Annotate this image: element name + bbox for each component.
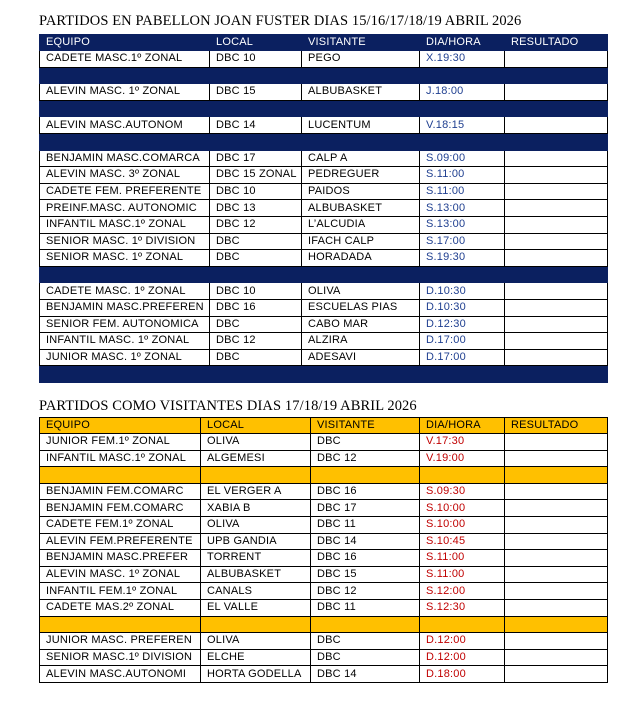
separator-cell	[210, 67, 302, 84]
cell-date-time: D.12:00	[420, 649, 505, 666]
separator-cell	[210, 133, 302, 150]
cell-date-time: S.13:00	[420, 216, 505, 233]
column-header-visitor: VISITANTE	[302, 35, 420, 51]
cell-team: BENJAMIN MASC.PREFEREN	[40, 299, 210, 316]
cell-date-time: S.10:00	[420, 500, 505, 517]
cell-local: TORRENT	[201, 550, 311, 567]
cell-date-time: D.17:00	[420, 349, 505, 366]
separator-cell	[302, 100, 420, 117]
table-row	[40, 516, 608, 533]
table-row	[40, 583, 608, 600]
separator-cell	[505, 67, 608, 84]
separator-row	[40, 616, 608, 633]
cell-visitor: LUCENTUM	[302, 117, 420, 134]
cell-result	[505, 450, 608, 467]
cell-date-time: D.10:30	[420, 299, 505, 316]
separator-cell	[302, 67, 420, 84]
cell-date-time: S.17:00	[420, 233, 505, 250]
cell-visitor: PEGO	[302, 51, 420, 68]
separator-cell	[420, 100, 505, 117]
separator-cell	[40, 100, 210, 117]
table-row	[40, 250, 608, 267]
table-row	[40, 500, 608, 517]
cell-team: BENJAMIN FEM.COMARC	[40, 500, 201, 517]
cell-date-time: S.09:30	[420, 483, 505, 500]
cell-visitor: PEDREGUER	[302, 167, 420, 184]
column-header-team: EQUIPO	[40, 418, 201, 434]
table-row	[40, 349, 608, 366]
cell-result	[505, 533, 608, 550]
cell-local: DBC 13	[210, 200, 302, 217]
cell-team: JUNIOR MASC. PREFEREN	[40, 633, 201, 650]
separator-cell	[420, 616, 505, 633]
table-row	[40, 200, 608, 217]
separator-cell	[420, 467, 505, 484]
cell-result	[505, 167, 608, 184]
cell-visitor: ESCUELAS PIAS	[302, 299, 420, 316]
cell-result	[505, 183, 608, 200]
away-header-row	[40, 418, 608, 434]
table-row	[40, 283, 608, 300]
cell-result	[505, 666, 608, 683]
table-row	[40, 167, 608, 184]
cell-local: HORTA GODELLA	[201, 666, 311, 683]
cell-visitor: DBC	[311, 649, 420, 666]
cell-result	[505, 299, 608, 316]
table-row	[40, 666, 608, 683]
table-row	[40, 649, 608, 666]
cell-visitor: L’ALCUDIA	[302, 216, 420, 233]
table-row	[40, 216, 608, 233]
separator-row	[40, 366, 608, 383]
cell-date-time: S.13:00	[420, 200, 505, 217]
cell-local: DBC 14	[210, 117, 302, 134]
cell-result	[505, 200, 608, 217]
cell-date-time: S.11:00	[420, 566, 505, 583]
cell-local: DBC 10	[210, 183, 302, 200]
table-row	[40, 483, 608, 500]
separator-cell	[420, 67, 505, 84]
cell-date-time: D.18:00	[420, 666, 505, 683]
cell-date-time: S.09:00	[420, 150, 505, 167]
table-row	[40, 183, 608, 200]
table-row	[40, 233, 608, 250]
separator-cell	[40, 616, 201, 633]
cell-date-time: D.12:30	[420, 316, 505, 333]
cell-local: DBC 12	[210, 216, 302, 233]
cell-result	[505, 250, 608, 267]
table-row	[40, 51, 608, 68]
separator-cell	[420, 133, 505, 150]
table-row	[40, 299, 608, 316]
separator-row	[40, 100, 608, 117]
table-row	[40, 550, 608, 567]
cell-local: ELCHE	[201, 649, 311, 666]
column-header-local: LOCAL	[201, 418, 311, 434]
cell-visitor: DBC 11	[311, 516, 420, 533]
cell-local: DBC	[210, 250, 302, 267]
cell-team: CADETE FEM.1º ZONAL	[40, 516, 201, 533]
cell-result	[505, 216, 608, 233]
cell-team: INFANTIL MASC.1º ZONAL	[40, 216, 210, 233]
separator-cell	[302, 366, 420, 383]
cell-result	[505, 633, 608, 650]
separator-row	[40, 467, 608, 484]
cell-visitor: OLIVA	[302, 283, 420, 300]
cell-team: ALEVIN MASC. 3º ZONAL	[40, 167, 210, 184]
cell-team: INFANTIL MASC.1º ZONAL	[40, 450, 201, 467]
cell-result	[505, 84, 608, 101]
cell-date-time: V.17:30	[420, 434, 505, 451]
separator-cell	[505, 616, 608, 633]
cell-team: BENJAMIN MASC.COMARCA	[40, 150, 210, 167]
cell-date-time: D.17:00	[420, 333, 505, 350]
cell-team: ALEVIN MASC.AUTONOM	[40, 117, 210, 134]
cell-result	[505, 333, 608, 350]
separator-cell	[40, 467, 201, 484]
cell-result	[505, 434, 608, 451]
cell-local: ALBUBASKET	[201, 566, 311, 583]
cell-result	[505, 566, 608, 583]
cell-date-time: D.10:30	[420, 283, 505, 300]
cell-result	[505, 233, 608, 250]
cell-date-time: V.18:15	[420, 117, 505, 134]
cell-visitor: DBC 16	[311, 550, 420, 567]
cell-date-time: D.12:00	[420, 633, 505, 650]
cell-visitor: DBC 15	[311, 566, 420, 583]
cell-team: JUNIOR FEM.1º ZONAL	[40, 434, 201, 451]
cell-result	[505, 516, 608, 533]
cell-visitor: ALZIRA	[302, 333, 420, 350]
away-schedule-title: PARTIDOS COMO VISITANTES DIAS 17/18/19 ABRIL 2026	[39, 398, 417, 414]
home-header-row	[40, 35, 608, 51]
table-row	[40, 84, 608, 101]
cell-visitor: DBC	[311, 434, 420, 451]
cell-date-time: J.18:00	[420, 84, 505, 101]
cell-local: CANALS	[201, 583, 311, 600]
cell-result	[505, 583, 608, 600]
cell-local: DBC 10	[210, 51, 302, 68]
table-row	[40, 333, 608, 350]
cell-visitor: IFACH CALP	[302, 233, 420, 250]
away-schedule-table	[39, 417, 608, 683]
cell-visitor: CABO MAR	[302, 316, 420, 333]
cell-date-time: X.19:30	[420, 51, 505, 68]
cell-date-time: S.11:00	[420, 167, 505, 184]
cell-date-time: S.19:30	[420, 250, 505, 267]
column-header-result: RESULTADO	[505, 35, 608, 51]
table-row	[40, 434, 608, 451]
table-row	[40, 599, 608, 616]
separator-cell	[311, 616, 420, 633]
separator-cell	[420, 266, 505, 283]
separator-cell	[40, 366, 210, 383]
cell-local: UPB GANDIA	[201, 533, 311, 550]
cell-result	[505, 500, 608, 517]
cell-visitor: HORADADA	[302, 250, 420, 267]
cell-local: DBC 17	[210, 150, 302, 167]
cell-visitor: DBC 14	[311, 666, 420, 683]
separator-cell	[420, 366, 505, 383]
cell-visitor: DBC	[311, 633, 420, 650]
separator-cell	[201, 467, 311, 484]
separator-cell	[302, 266, 420, 283]
cell-result	[505, 550, 608, 567]
separator-row	[40, 266, 608, 283]
cell-date-time: S.12:30	[420, 599, 505, 616]
separator-cell	[210, 100, 302, 117]
cell-date-time: S.11:00	[420, 183, 505, 200]
separator-cell	[505, 133, 608, 150]
cell-visitor: DBC 17	[311, 500, 420, 517]
separator-cell	[210, 366, 302, 383]
separator-row	[40, 67, 608, 84]
separator-cell	[505, 467, 608, 484]
column-header-local: LOCAL	[210, 35, 302, 51]
cell-result	[505, 51, 608, 68]
cell-date-time: S.10:45	[420, 533, 505, 550]
cell-local: XABIA B	[201, 500, 311, 517]
cell-team: ALEVIN MASC. 1º ZONAL	[40, 84, 210, 101]
column-header-team: EQUIPO	[40, 35, 210, 51]
cell-local: OLIVA	[201, 516, 311, 533]
cell-local: ALGEMESI	[201, 450, 311, 467]
separator-row	[40, 133, 608, 150]
separator-cell	[505, 100, 608, 117]
cell-local: EL VALLE	[201, 599, 311, 616]
table-row	[40, 117, 608, 134]
cell-visitor: PAIDOS	[302, 183, 420, 200]
cell-team: CADETE FEM. PREFERENTE	[40, 183, 210, 200]
cell-local: DBC	[210, 316, 302, 333]
cell-local: DBC	[210, 233, 302, 250]
cell-result	[505, 483, 608, 500]
cell-local: DBC	[210, 349, 302, 366]
home-schedule-title: PARTIDOS EN PABELLON JOAN FUSTER DIAS 15/16/17/18/19 ABRIL 2026	[39, 13, 522, 29]
cell-date-time: V.19:00	[420, 450, 505, 467]
cell-team: ALEVIN FEM.PREFERENTE	[40, 533, 201, 550]
cell-result	[505, 599, 608, 616]
cell-team: SENIOR MASC. 1º ZONAL	[40, 250, 210, 267]
separator-cell	[311, 467, 420, 484]
cell-team: PREINF.MASC. AUTONOMIC	[40, 200, 210, 217]
column-header-result: RESULTADO	[505, 418, 608, 434]
column-header-date-time: DIA/HORA	[420, 418, 505, 434]
cell-local: EL VERGER A	[201, 483, 311, 500]
cell-team: CADETE MASC.1º ZONAL	[40, 51, 210, 68]
separator-cell	[40, 266, 210, 283]
cell-result	[505, 117, 608, 134]
cell-result	[505, 316, 608, 333]
cell-local: DBC 15	[210, 84, 302, 101]
separator-cell	[302, 133, 420, 150]
cell-visitor: ALBUBASKET	[302, 84, 420, 101]
cell-date-time: S.12:00	[420, 583, 505, 600]
table-row	[40, 566, 608, 583]
cell-visitor: ADESAVI	[302, 349, 420, 366]
column-header-date-time: DIA/HORA	[420, 35, 505, 51]
cell-team: SENIOR MASC. 1º DIVISION	[40, 233, 210, 250]
separator-cell	[505, 366, 608, 383]
cell-result	[505, 283, 608, 300]
separator-cell	[210, 266, 302, 283]
cell-local: DBC 16	[210, 299, 302, 316]
cell-team: SENIOR FEM. AUTONOMICA	[40, 316, 210, 333]
cell-date-time: S.11:00	[420, 550, 505, 567]
cell-team: BENJAMIN MASC.PREFER	[40, 550, 201, 567]
cell-team: INFANTIL MASC. 1º ZONAL	[40, 333, 210, 350]
cell-visitor: DBC 14	[311, 533, 420, 550]
cell-visitor: DBC 11	[311, 599, 420, 616]
cell-visitor: DBC 12	[311, 450, 420, 467]
table-row	[40, 316, 608, 333]
cell-local: DBC 15 ZONAL	[210, 167, 302, 184]
cell-team: BENJAMIN FEM.COMARC	[40, 483, 201, 500]
home-schedule-table	[39, 34, 608, 383]
separator-cell	[505, 266, 608, 283]
table-row	[40, 150, 608, 167]
cell-local: DBC 12	[210, 333, 302, 350]
cell-team: CADETE MAS.2º ZONAL	[40, 599, 201, 616]
cell-result	[505, 150, 608, 167]
table-row	[40, 633, 608, 650]
cell-visitor: DBC 12	[311, 583, 420, 600]
separator-cell	[201, 616, 311, 633]
cell-team: JUNIOR MASC. 1º ZONAL	[40, 349, 210, 366]
cell-local: OLIVA	[201, 434, 311, 451]
separator-cell	[40, 67, 210, 84]
cell-local: OLIVA	[201, 633, 311, 650]
separator-cell	[40, 133, 210, 150]
table-row	[40, 450, 608, 467]
cell-team: CADETE MASC. 1º ZONAL	[40, 283, 210, 300]
cell-team: ALEVIN MASC.AUTONOMI	[40, 666, 201, 683]
cell-date-time: S.10:00	[420, 516, 505, 533]
table-row	[40, 533, 608, 550]
cell-team: INFANTIL FEM.1º ZONAL	[40, 583, 201, 600]
cell-visitor: ALBUBASKET	[302, 200, 420, 217]
cell-result	[505, 349, 608, 366]
cell-visitor: CALP A	[302, 150, 420, 167]
cell-team: SENIOR MASC.1º DIVISION	[40, 649, 201, 666]
cell-visitor: DBC 16	[311, 483, 420, 500]
cell-local: DBC 10	[210, 283, 302, 300]
cell-result	[505, 649, 608, 666]
cell-team: ALEVIN MASC. 1º ZONAL	[40, 566, 201, 583]
column-header-visitor: VISITANTE	[311, 418, 420, 434]
